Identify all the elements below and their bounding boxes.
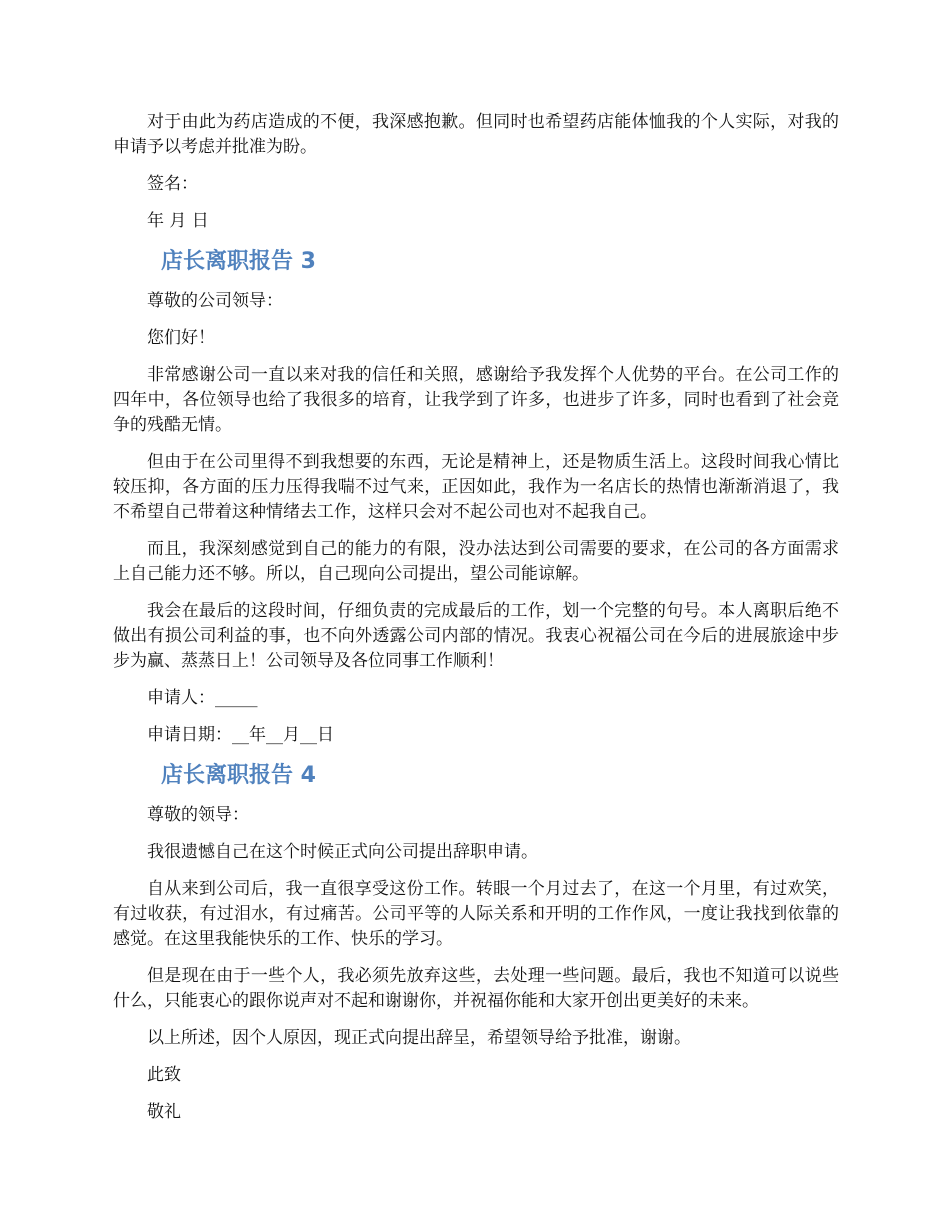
document-body [113,110,839,1125]
greeting: 您们好！ [147,328,215,348]
applicant-line: 申请人：_____ [147,688,258,708]
date-line: 年 月 日 [147,211,209,231]
paragraph: 但是现在由于一些个人，我必须先放弃这些，去处理一些问题。最后，我也不知道可以说些什么，只能衷心的跟你说声对不起和谢谢你，并祝福你能和大家开创出更美好的未来。 [113,966,839,1011]
paragraph: 非常感谢公司一直以来对我的信任和关照，感谢给予我发挥个人优势的平台。在公司工作的四年中，各位领导也给了我很多的培育，让我学到了许多，也进步了许多，同时也看到了社会竞争的残酷无情。 [113,365,839,435]
paragraph: 以上所述，因个人原因，现正式向提出辞呈，希望领导给予批准，谢谢。 [147,1028,691,1048]
application-date-line: 申请日期：__年__月__日 [147,725,334,745]
paragraph-apology: 对于由此为药店造成的不便，我深感抱歉。但同时也希望药店能体恤我的个人实际，对我的申请予以考虑并批准为盼。 [113,112,839,157]
closing-line: 敬礼 [147,1102,181,1122]
section-heading-3: 店长离职报告 3 [161,249,316,274]
salutation: 尊敬的领导： [147,805,249,825]
salutation: 尊敬的公司领导： [147,291,283,311]
paragraph: 我会在最后的这段时间，仔细负责的完成最后的工作，划一个完整的句号。本人离职后绝不做出有损公司利益的事，也不向外透露公司内部的情况。我衷心祝福公司在今后的进展旅途中步步为赢、蒸蒸日上！公司领导及各位同事工作顺利！ [113,601,839,671]
signature-line: 签名： [147,174,198,194]
paragraph: 而且，我深刻感觉到自己的能力的有限，没办法达到公司需要的要求，在公司的各方面需求上自己能力还不够。所以，自己现向公司提出，望公司能谅解。 [113,539,839,584]
section-heading-4: 店长离职报告 4 [161,763,316,788]
paragraph: 但由于在公司里得不到我想要的东西，无论是精神上，还是物质生活上。这段时间我心情比较压抑，各方面的压力压得我喘不过气来，正因如此，我作为一名店长的热情也渐渐消退了，我不希望自己带着这种情绪去工作，这样只会对不起公司也对不起我自己。 [113,452,839,522]
paragraph: 我很遗憾自己在这个时候正式向公司提出辞职申请。 [147,842,538,862]
paragraph: 自从来到公司后，我一直很享受这份工作。转眼一个月过去了，在这一个月里，有过欢笑，有过收获，有过泪水，有过痛苦。公司平等的人际关系和开明的工作作风，一度让我找到依靠的感觉。在这里我能快乐的工作、快乐的学习。 [113,879,839,949]
closing-line: 此致 [147,1065,181,1085]
